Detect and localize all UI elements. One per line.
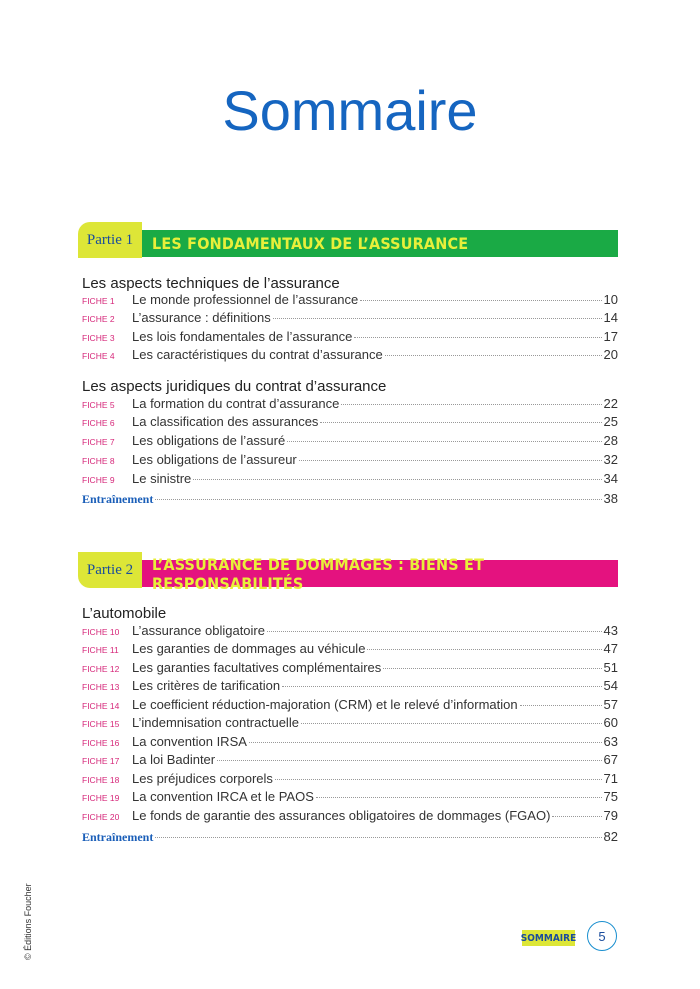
dot-leader bbox=[341, 404, 601, 405]
entry-title: Les préjudices corporels bbox=[132, 771, 273, 786]
part-1-header[interactable] bbox=[78, 222, 618, 258]
entry-title: La convention IRSA bbox=[132, 734, 247, 749]
page-number: 10 bbox=[603, 292, 618, 307]
entry-title: La formation du contrat d’assurance bbox=[132, 396, 340, 411]
fiche-label: FICHE 11 bbox=[82, 645, 119, 655]
toc-entry-fiche-18[interactable] bbox=[82, 771, 618, 789]
page-number: 71 bbox=[603, 771, 618, 786]
fiche-label: FICHE 13 bbox=[82, 682, 120, 692]
fiche-label: FICHE 18 bbox=[82, 775, 120, 785]
page-number: 47 bbox=[603, 641, 618, 656]
page-number: 28 bbox=[603, 433, 618, 448]
copyright-credit: © Éditions Foucher bbox=[23, 883, 33, 960]
toc-entry-fiche-4[interactable] bbox=[82, 347, 618, 365]
page-number: 51 bbox=[603, 660, 618, 675]
dot-leader bbox=[267, 631, 602, 632]
fiche-label: FICHE 1 bbox=[82, 296, 115, 306]
dot-leader bbox=[383, 668, 601, 669]
dot-leader bbox=[282, 686, 601, 687]
fiche-label: FICHE 20 bbox=[82, 812, 120, 822]
toc-entry-fiche-12[interactable] bbox=[82, 660, 618, 678]
part-2-header[interactable] bbox=[78, 552, 618, 593]
fiche-label: FICHE 3 bbox=[82, 333, 115, 343]
entry-title: Les garanties de dommages au véhicule bbox=[132, 641, 366, 656]
fiche-label: FICHE 16 bbox=[82, 738, 120, 748]
toc-entry-fiche-15[interactable] bbox=[82, 715, 618, 733]
page-title: Sommaire bbox=[222, 79, 478, 142]
page-number-badge: 5 bbox=[587, 921, 617, 951]
dot-leader bbox=[275, 779, 602, 780]
toc-entry-fiche-6[interactable] bbox=[82, 414, 618, 432]
page-number: 43 bbox=[603, 623, 618, 638]
dot-leader bbox=[273, 318, 602, 319]
part-2-tag: Partie 2 bbox=[78, 552, 142, 588]
dot-leader bbox=[385, 355, 602, 356]
toc-entry-fiche-5[interactable] bbox=[82, 396, 618, 414]
dot-leader bbox=[217, 760, 601, 761]
dot-leader bbox=[155, 837, 601, 838]
toc-entry-fiche-9[interactable] bbox=[82, 471, 618, 489]
entry-title: La convention IRCA et le PAOS bbox=[132, 789, 314, 804]
dot-leader bbox=[552, 816, 601, 817]
page-number: 57 bbox=[603, 697, 618, 712]
section-title: L’automobile bbox=[82, 605, 167, 622]
entry-title: Les garanties facultatives complémentaires bbox=[132, 660, 382, 675]
page-number: 60 bbox=[603, 715, 618, 730]
entry-title: La classification des assurances bbox=[132, 414, 319, 429]
entry-title: Le fonds de garantie des assurances obligatoires de dommages (FGAO) bbox=[132, 808, 551, 823]
page-number: 75 bbox=[603, 789, 618, 804]
toc-entry-fiche-3[interactable] bbox=[82, 329, 618, 347]
toc-entry-fiche-10[interactable] bbox=[82, 623, 618, 641]
entry-title: Les obligations de l’assuré bbox=[132, 433, 286, 448]
toc-entry-fiche-2[interactable] bbox=[82, 310, 618, 328]
page-number: 82 bbox=[603, 829, 618, 844]
toc-entry-fiche-19[interactable] bbox=[82, 789, 618, 807]
toc-entry-fiche-14[interactable] bbox=[82, 697, 618, 715]
toc-entry-fiche-8[interactable] bbox=[82, 452, 618, 470]
entry-title: Les caractéristiques du contrat d’assurance bbox=[132, 347, 383, 362]
page-number: 22 bbox=[603, 396, 618, 411]
section-title: Les aspects techniques de l’assurance bbox=[82, 275, 340, 292]
page-number: 79 bbox=[603, 808, 618, 823]
dot-leader bbox=[354, 337, 601, 338]
training-title: Entraînement bbox=[82, 492, 154, 506]
footer-section-label: SOMMAIRE bbox=[522, 930, 575, 946]
page-number: 54 bbox=[603, 678, 618, 693]
fiche-label: FICHE 2 bbox=[82, 314, 115, 324]
fiche-label: FICHE 4 bbox=[82, 351, 115, 361]
page-number: 14 bbox=[603, 310, 618, 325]
toc-entry-fiche-20[interactable] bbox=[82, 808, 618, 826]
dot-leader bbox=[320, 422, 601, 423]
fiche-label: FICHE 12 bbox=[82, 664, 120, 674]
fiche-label: FICHE 9 bbox=[82, 475, 115, 485]
dot-leader bbox=[287, 441, 601, 442]
training-title: Entraînement bbox=[82, 830, 154, 844]
fiche-label: FICHE 17 bbox=[82, 756, 120, 766]
toc-entry-fiche-1[interactable] bbox=[82, 292, 618, 310]
page-number: 63 bbox=[603, 734, 618, 749]
page-number: 32 bbox=[603, 452, 618, 467]
entry-title: Les lois fondamentales de l’assurance bbox=[132, 329, 353, 344]
dot-leader bbox=[367, 649, 601, 650]
toc-entry-training-2[interactable] bbox=[82, 829, 618, 847]
toc-entry-training-1[interactable] bbox=[82, 491, 618, 509]
fiche-label: FICHE 14 bbox=[82, 701, 120, 711]
dot-leader bbox=[301, 723, 602, 724]
fiche-label: FICHE 5 bbox=[82, 400, 115, 410]
fiche-label: FICHE 8 bbox=[82, 456, 115, 466]
entry-title: Les critères de tarification bbox=[132, 678, 281, 693]
entry-title: L’indemnisation contractuelle bbox=[132, 715, 299, 730]
dot-leader bbox=[360, 300, 601, 301]
page-number: 67 bbox=[603, 752, 618, 767]
entry-title: Le sinistre bbox=[132, 471, 192, 486]
page-number: 17 bbox=[603, 329, 618, 344]
toc-entry-fiche-13[interactable] bbox=[82, 678, 618, 696]
dot-leader bbox=[520, 705, 602, 706]
page-number: 38 bbox=[603, 491, 618, 506]
page-number: 34 bbox=[603, 471, 618, 486]
part-2-title: L’ASSURANCE DE DOMMAGES : BIENS ET RESPONSABILITÉS bbox=[142, 560, 618, 587]
page-number: 20 bbox=[603, 347, 618, 362]
entry-title: L’assurance : définitions bbox=[132, 310, 271, 325]
part-1-tag: Partie 1 bbox=[78, 222, 142, 258]
dot-leader bbox=[316, 797, 602, 798]
entry-title: Les obligations de l’assureur bbox=[132, 452, 297, 467]
fiche-label: FICHE 19 bbox=[82, 793, 120, 803]
toc-entry-fiche-11[interactable] bbox=[82, 641, 618, 659]
section-title: Les aspects juridiques du contrat d’assurance bbox=[82, 378, 387, 395]
fiche-label: FICHE 6 bbox=[82, 418, 115, 428]
entry-title: L’assurance obligatoire bbox=[132, 623, 265, 638]
dot-leader bbox=[249, 742, 602, 743]
entry-title: Le monde professionnel de l’assurance bbox=[132, 292, 359, 307]
fiche-label: FICHE 10 bbox=[82, 627, 120, 637]
toc-entry-fiche-7[interactable] bbox=[82, 433, 618, 451]
dot-leader bbox=[299, 460, 602, 461]
dot-leader bbox=[155, 499, 601, 500]
part-1-title: LES FONDAMENTAUX DE L’ASSURANCE bbox=[142, 230, 618, 257]
toc-entry-fiche-17[interactable] bbox=[82, 752, 618, 770]
toc-entry-fiche-16[interactable] bbox=[82, 734, 618, 752]
fiche-label: FICHE 15 bbox=[82, 719, 120, 729]
entry-title: La loi Badinter bbox=[132, 752, 216, 767]
page-number: 25 bbox=[603, 414, 618, 429]
entry-title: Le coefficient réduction-majoration (CRM) et le relevé d’information bbox=[132, 697, 518, 712]
dot-leader bbox=[193, 479, 601, 480]
fiche-label: FICHE 7 bbox=[82, 437, 115, 447]
